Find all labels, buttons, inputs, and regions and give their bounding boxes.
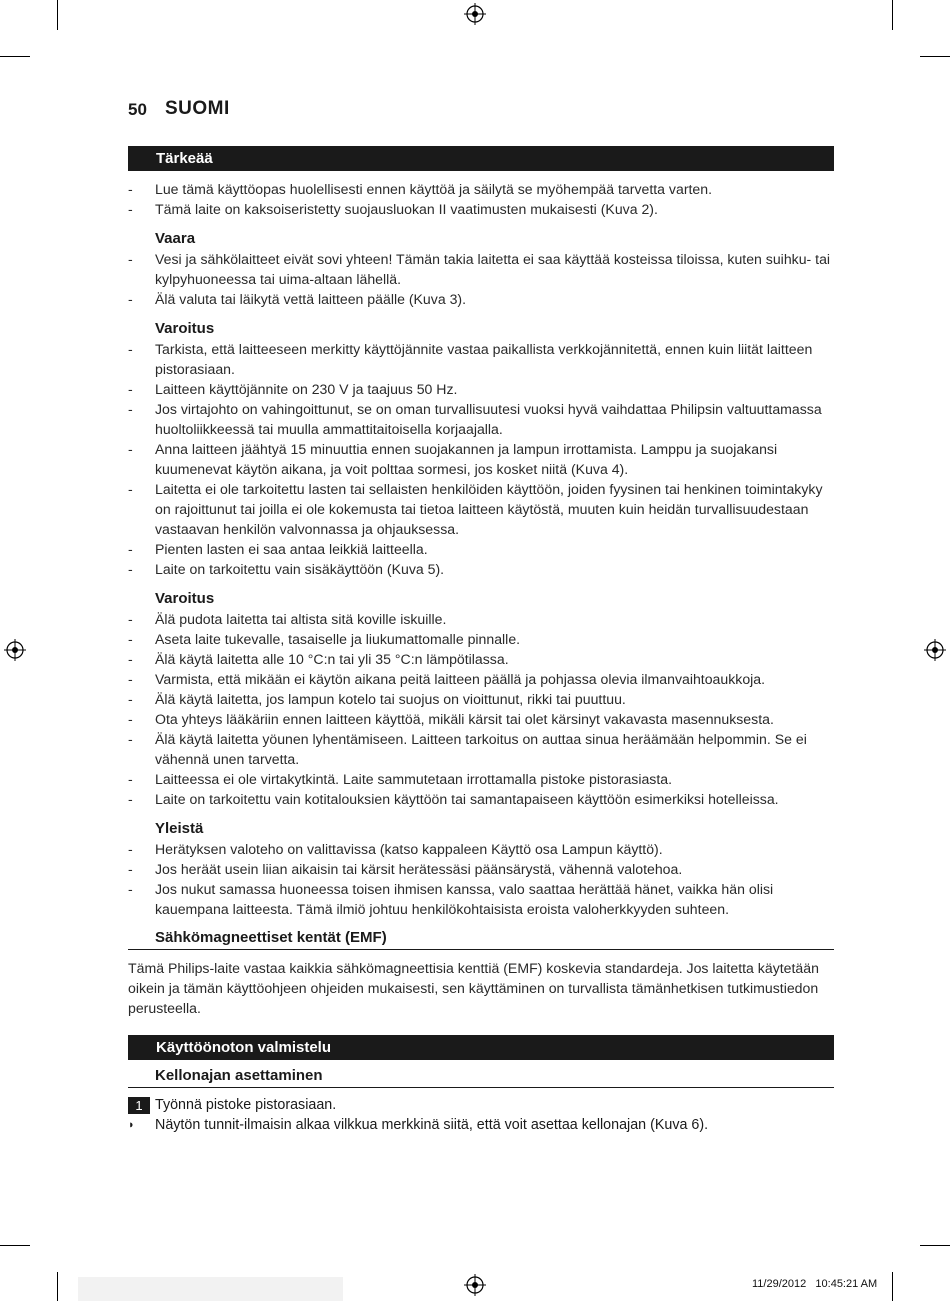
list-item: - Laite on tarkoitettu vain sisäkäyttöön (Kuva 5). [128,559,834,579]
result-arrow-icon: ◗ [128,1119,135,1131]
crop-mark [920,56,950,57]
step-text: Työnnä pistoke pistorasiaan. [155,1097,337,1113]
list-item: - Laitteessa ei ole virtakytkintä. Laite sammutetaan irrottamalla pistoke pistorasiasta. [128,769,834,789]
list-item: - Laitteen käyttöjännite on 230 V ja taajuus 50 Hz. [128,379,834,399]
subheading-clock: Kellonajan asettaminen [128,1066,834,1088]
step-item [128,1095,834,1115]
result-text: Näytön tunnit-ilmaisin alkaa vilkkua merkkinä siitä, että voit asettaa kellonajan (Kuva 6). [155,1117,709,1133]
document-body [128,146,834,1135]
list-item: - Laitetta ei ole tarkoitettu lasten tai sellaisten henkilöiden käyttöön, joiden fyysinen tai henkinen toimintakyky on rajoittunut tai joilla ei ole kokemusta tai tietoa laitteen käytöstä, muuten kuin heidän turvallisuudestaan vastaavan henkilön valvonnassa ja ohjauksessa. [128,479,834,539]
list-item: - Laite on tarkoitettu vain kotitalouksien käyttöön tai samantapaiseen käyttöön esimerkiksi hotelleissa. [128,789,834,809]
list-item: - Jos virtajohto on vahingoittunut, se on oman turvallisuutesi vuoksi hyvä vaihdattaa Philipsin valtuuttamassa huoltoliikkeessä tai muulla ammattitaitoisella korjaajalla. [128,399,834,439]
subheading-warning: Varoitus [155,320,215,337]
list-item: - Vesi ja sähkölaitteet eivät sovi yhteen! Tämän takia laitetta ei saa käyttää kosteissa tiloissa, kuten suihku- tai kylpyhuoneessa tai uima-altaan lähellä. [128,249,834,289]
subheading-danger: Vaara [155,230,196,247]
language-heading: SUOMI [165,98,230,119]
registration-mark-icon [464,3,486,25]
section-bar-preparation: Käyttöönoton valmistelu [128,1035,834,1060]
list-item: - Varmista, että mikään ei käytön aikana peitä laitteen päällä ja pohjassa olevia ilmanvaihtoaukkoja. [128,669,834,689]
list-item: - Tarkista, että laitteeseen merkitty käyttöjännite vastaa paikallista verkkojännitettä, ennen kuin liität laitteen pistorasiaan. [128,339,834,379]
list-item: - Aseta laite tukevalle, tasaiselle ja liukumattomalle pinnalle. [128,629,834,649]
list-item: - Herätyksen valoteho on valittavissa (katso kappaleen Käyttö osa Lampun käyttö). [128,839,834,859]
crop-mark [892,0,893,30]
emf-paragraph: Tämä Philips-laite vastaa kaikkia sähkömagneettisia kenttiä (EMF) koskevia standardeja. Jos laitetta käytetään oikein ja tämän käyttöohjeen ohjeiden mukaisesti, sen käyttäminen on turvallista tämänhetkisen tutkimustiedon perusteella. [128,960,819,1016]
subheading-general: Yleistä [155,820,204,837]
list-item: - Älä käytä laitetta yöunen lyhentämiseen. Laitteen tarkoitus on auttaa sinua heräämään helpommin. Se ei vähennä unen tarvetta. [128,729,834,769]
list-item: - Pienten lasten ei saa antaa leikkiä laitteella. [128,539,834,559]
result-item [128,1115,834,1135]
page-number: 50 [128,100,147,119]
crop-mark [920,1245,950,1246]
list-item: - Älä pudota laitetta tai altista sitä koville iskuille. [128,609,834,629]
list-item: - Älä valuta tai läikytä vettä laitteen päälle (Kuva 3). [128,289,834,309]
registration-mark-icon [4,639,26,661]
list-item: - Lue tämä käyttöopas huolellisesti ennen käyttöä ja säilytä se myöhempää tarvetta varten. [128,179,834,199]
list-item: - Älä käytä laitetta, jos lampun kotelo tai suojus on vioittunut, rikki tai puuttuu. [128,689,834,709]
list-item: - Tämä laite on kaksoiseristetty suojausluokan II vaatimusten mukaisesti (Kuva 2). [128,199,834,219]
crop-mark [0,56,30,57]
crop-mark [892,1272,893,1301]
list-item: - Jos nukut samassa huoneessa toisen ihmisen kanssa, valo saattaa herättää hänet, vaikka hän olisi kauempana laitteesta. Tämä ilmiö johtuu henkilökohtaisista eroista valoherkkyyden suhteen. [128,879,834,919]
list-item: - Älä käytä laitetta alle 10 °C:n tai yli 35 °C:n lämpötilassa. [128,649,834,669]
step-number: 1 [128,1097,150,1114]
print-timestamp: 11/29/2012 10:45:21 AM [752,1278,878,1290]
crop-mark [0,1245,30,1246]
list-item: - Jos heräät usein liian aikaisin tai kärsit herätessäsi päänsärystä, vähennä valotehoa. [128,859,834,879]
crop-mark [57,0,58,30]
list-item: - Ota yhteys lääkäriin ennen laitteen käyttöä, mikäli kärsit tai olet kärsinyt vakavasta masennuksesta. [128,709,834,729]
section-bar-important: Tärkeää [128,146,834,171]
subheading-caution: Varoitus [155,590,215,607]
color-bar [78,1277,343,1301]
registration-mark-icon [924,639,946,661]
crop-mark [57,1272,58,1301]
registration-mark-icon [464,1274,486,1296]
list-item: - Anna laitteen jäähtyä 15 minuuttia ennen suojakannen ja lampun irrottamista. Lamppu ja suojakansi kuumenevat käytön aikana, ja voit polttaa sormesi, jos kosket niitä (Kuva 4). [128,439,834,479]
subheading-emf: Sähkömagneettiset kentät (EMF) [128,928,834,950]
